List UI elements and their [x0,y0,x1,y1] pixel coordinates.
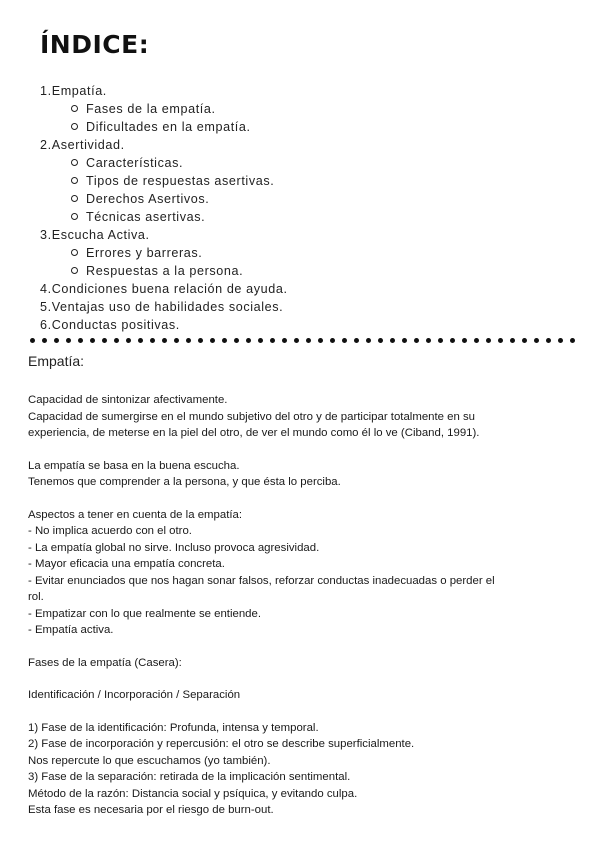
toc-item: 6.Conductas positivas. [40,318,180,332]
divider-dot [114,338,119,343]
toc-item: 2.Asertividad. [40,138,125,152]
divider-dot [150,338,155,343]
listening-line: La empatía se basa en la buena escucha. [28,459,240,472]
toc-subitem-label: Errores y barreras. [86,246,203,260]
divider-dot [534,338,539,343]
divider-dot [318,338,323,343]
toc-subitem [40,172,288,190]
divider-dot [138,338,143,343]
toc-subitem-label: Derechos Asertivos. [86,192,210,206]
toc-subitem-label: Técnicas asertivas. [86,210,206,224]
phase-line: 3) Fase de la separación: retirada de la implicación sentimental. [28,771,351,783]
phase-line: 1) Fase de la identificación: Profunda, intensa y temporal. [28,721,319,734]
divider-dot [282,338,287,343]
divider-dot [246,338,251,343]
divider-dot [402,338,407,343]
aspects-list [28,523,573,639]
divider-dot [294,338,299,343]
toc-subitem-label: Tipos de respuestas asertivas. [86,174,275,188]
divider-dot [102,338,107,343]
phase-line: Esta fase es necesaria por el riesgo de burn-out. [28,804,274,816]
circle-bullet-icon [71,123,78,130]
toc-subitem [40,154,288,172]
toc-item: 5.Ventajas uso de habilidades sociales. [40,300,284,314]
divider-dot [66,338,71,343]
phase-line: Nos repercute lo que escuchamos (yo también). [28,754,271,767]
toc-subitem [40,190,288,208]
divider-dot [306,338,311,343]
divider-dot [198,338,203,343]
toc-subitem-label: Respuestas a la persona. [86,264,244,278]
toc-item: 3.Escucha Activa. [40,228,150,242]
definition-paragraph [28,392,573,442]
divider-dot [42,338,47,343]
divider-dot [426,338,431,343]
phases-list [28,720,573,819]
divider-dot [558,338,563,343]
divider-dot [234,338,239,343]
listening-paragraph [28,458,573,491]
divider-dot [78,338,83,343]
toc-subitem-label: Características. [86,156,184,170]
divider-dot [258,338,263,343]
divider-dot [510,338,515,343]
table-of-contents [40,82,288,334]
circle-bullet-icon [71,267,78,274]
divider-dot [450,338,455,343]
toc-subitem [40,244,288,262]
circle-bullet-icon [71,159,78,166]
divider-dot [546,338,551,343]
circle-bullet-icon [71,105,78,112]
phases-title: Fases de la empatía (Casera): [28,656,182,669]
circle-bullet-icon [71,177,78,184]
divider-dot [270,338,275,343]
divider-dot [354,338,359,343]
aspect-item: rol. [28,591,44,603]
divider-dot [222,338,227,343]
aspect-item: - Empatía activa. [28,624,114,636]
section-content [28,392,573,819]
divider-dot [390,338,395,343]
divider-dot [162,338,167,343]
divider-dot [570,338,575,343]
divider-dot [54,338,59,343]
section-title: Empatía: [28,353,85,369]
aspect-item: - La empatía global no sirve. Incluso provoca agresividad. [28,541,320,554]
phase-line: 2) Fase de incorporación y repercusión: el otro se describe superficialmente. [28,738,415,750]
toc-subitem-label: Fases de la empatía. [86,102,216,116]
aspect-item: - Evitar enunciados que nos hagan sonar falsos, reforzar conductas inadecuadas o perder el [28,574,495,587]
toc-subitem-label: Dificultades en la empatía. [86,120,251,134]
divider-dot [330,338,335,343]
dotted-divider [30,336,575,344]
toc-subitem [40,262,288,280]
aspects-title: Aspectos a tener en cuenta de la empatía: [28,508,243,521]
toc-item: 1.Empatía. [40,84,107,98]
toc-subitem [40,118,288,136]
toc-subitem [40,208,288,226]
divider-dot [462,338,467,343]
divider-dot [174,338,179,343]
toc-subitem [40,100,288,118]
toc-item: 4.Condiciones buena relación de ayuda. [40,282,288,296]
aspect-item: - Empatizar con lo que realmente se entiende. [28,607,262,620]
definition-line: Capacidad de sintonizar afectivamente. [28,394,228,406]
phases-summary: Identificación / Incorporación / Separación [28,689,241,701]
divider-dot [474,338,479,343]
definition-line: experiencia, de meterse en la piel del otro, de ver el mundo como él lo ve (Ciband, 1991). [28,427,480,439]
definition-line: Capacidad de sumergirse en el mundo subjetivo del otro y de participar totalmente en su [28,410,476,423]
divider-dot [126,338,131,343]
divider-dot [438,338,443,343]
circle-bullet-icon [71,213,78,220]
circle-bullet-icon [71,249,78,256]
phase-line: Método de la razón: Distancia social y psíquica, y evitando culpa. [28,787,358,800]
divider-dot [30,338,35,343]
divider-dot [366,338,371,343]
divider-dot [414,338,419,343]
aspect-item: - No implica acuerdo con el otro. [28,525,192,537]
circle-bullet-icon [71,195,78,202]
divider-dot [342,338,347,343]
listening-line: Tenemos que comprender a la persona, y que ésta lo perciba. [28,476,341,488]
divider-dot [90,338,95,343]
page-title: ÍNDICE: [40,30,150,59]
divider-dot [210,338,215,343]
divider-dot [522,338,527,343]
divider-dot [378,338,383,343]
aspect-item: - Mayor eficacia una empatía concreta. [28,558,225,570]
divider-dot [498,338,503,343]
divider-dot [486,338,491,343]
divider-dot [186,338,191,343]
